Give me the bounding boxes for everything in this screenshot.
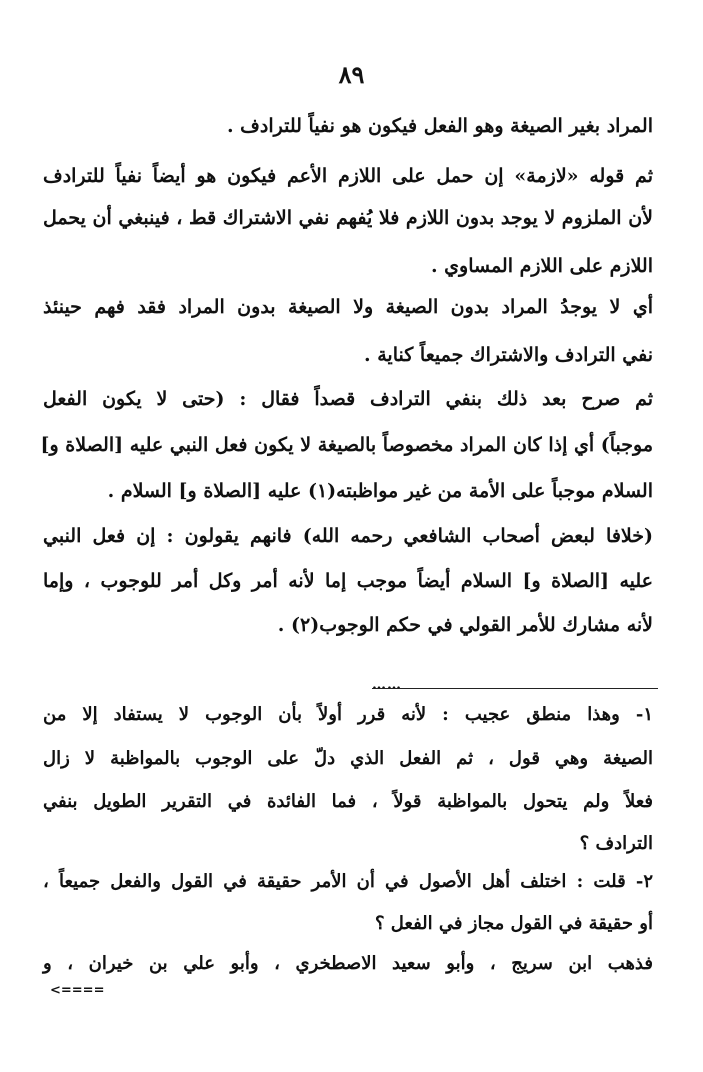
footnote-1-line-2: الصيغة وهي قول ، ثم الفعل الذي دلّ على الوجوب بالمواظبة لا زال	[43, 748, 653, 769]
body-line-3: لأن الملزوم لا يوجد بدون اللازم فلا يُفهم نفي الاشتراك قط ، فينبغي أن يحمل	[43, 207, 653, 229]
footnote-separator-rule	[372, 688, 658, 689]
body-line-12: لأنه مشارك للأمر القولي في حكم الوجوب(٢) .	[277, 614, 653, 636]
continuation-mark: <====	[50, 983, 105, 998]
body-line-9: السلام موجباً على الأمة من غير مواظبته(١) عليه [الصلاة و] السلام .	[107, 480, 653, 502]
page-number: ٨٩	[338, 60, 365, 89]
footnote-1-line-1: ١- وهذا منطق عجيب : لأنه قرر أولاً بأن الوجوب لا يستفاد إلا من	[43, 704, 653, 725]
body-line-5: أي لا يوجدُ المراد بدون الصيغة ولا الصيغة بدون المراد فقد فهم حينئذ	[43, 296, 653, 318]
body-line-8: موجباً) أي إذا كان المراد مخصوصاً بالصيغة لا يكون فعل النبي عليه [الصلاة و]	[40, 434, 653, 456]
footnote-2-line-3: فذهب ابن سريج ، وأبو سعيد الاصطخري ، وأبو علي بن خيران ، و	[43, 953, 653, 974]
body-line-2: ثم قوله «لازمة» إن حمل على اللازم الأعم فيكون هو أيضاً نفياً للترادف	[43, 165, 653, 187]
body-line-11: عليه [الصلاة و] السلام أيضاً موجب إما لأنه أمر وكل أمر للوجوب ، وإما	[43, 570, 653, 592]
footnote-1-line-4: الترادف ؟	[579, 833, 653, 854]
footnote-1-line-3: فعلاً ولم يتحول بالمواظبة قولاً ، فما الفائدة في التقرير الطويل بنفي	[43, 791, 653, 812]
body-line-7: ثم صرح بعد ذلك بنفي الترادف قصداً فقال : (حتى لا يكون الفعل	[43, 388, 653, 410]
body-line-4: اللازم على اللازم المساوي .	[430, 255, 653, 277]
footnote-2-line-2: أو حقيقة في القول مجاز في الفعل ؟	[374, 913, 653, 934]
body-line-6: نفي الترادف والاشتراك جميعاً كناية .	[364, 344, 653, 366]
body-line-10: (خلافا لبعض أصحاب الشافعي رحمه الله) فانهم يقولون : إن فعل النبي	[43, 525, 653, 547]
separator-dots: ……	[372, 677, 402, 693]
body-line-1: المراد بغير الصيغة وهو الفعل فيكون هو نفياً للترادف .	[226, 115, 653, 137]
footnote-2-line-1: ٢- قلت : اختلف أهل الأصول في أن الأمر حقيقة في القول والفعل جميعاً ،	[43, 871, 653, 892]
